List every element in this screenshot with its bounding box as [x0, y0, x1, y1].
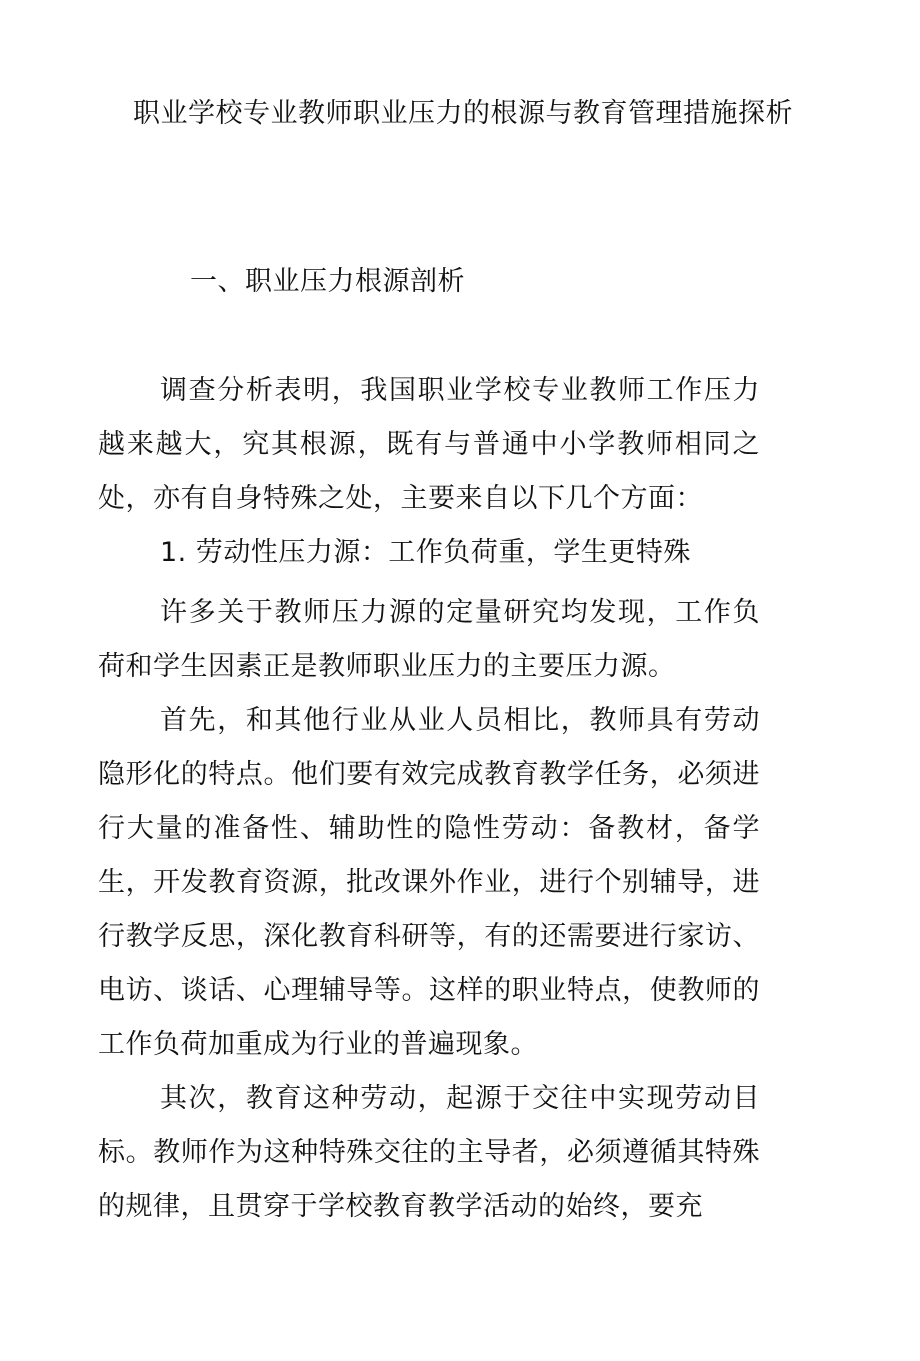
paragraph-second-point: 其次，教育这种劳动，起源于交往中实现劳动目标。教师作为这种特殊交往的主导者，必须遵循其特殊的规律，且贯穿于学校教育教学活动的始终，要充: [98, 1083, 760, 1222]
document-title: 职业学校专业教师职业压力的根源与教育管理措施探析: [133, 98, 793, 129]
subheading-labor-stress: 1. 劳动性压力源：工作负荷重，学生更特殊: [160, 537, 691, 568]
section-heading: 一、职业压力根源剖析: [190, 266, 465, 297]
paragraph-workload-research: 许多关于教师压力源的定量研究均发现，工作负荷和学生因素正是教师职业压力的主要压力源。: [98, 597, 760, 682]
document-body: [98, 364, 760, 1234]
paragraph-intro: 调查分析表明，我国职业学校专业教师工作压力越来越大，究其根源，既有与普通中小学教师相同之处，亦有自身特殊之处，主要来自以下几个方面：: [98, 375, 760, 514]
paragraph-first-point: 首先，和其他行业从业人员相比，教师具有劳动隐形化的特点。他们要有效完成教育教学任务，必须进行大量的准备性、辅助性的隐性劳动：备教材，备学生，开发教育资源，批改课外作业，进行个别辅导，进行教学反思，深化教育科研等，有的还需要进行家访、电访、谈话、心理辅导等。这样的职业特点，使教师的工作负荷加重成为行业的普遍现象。: [98, 705, 760, 1060]
